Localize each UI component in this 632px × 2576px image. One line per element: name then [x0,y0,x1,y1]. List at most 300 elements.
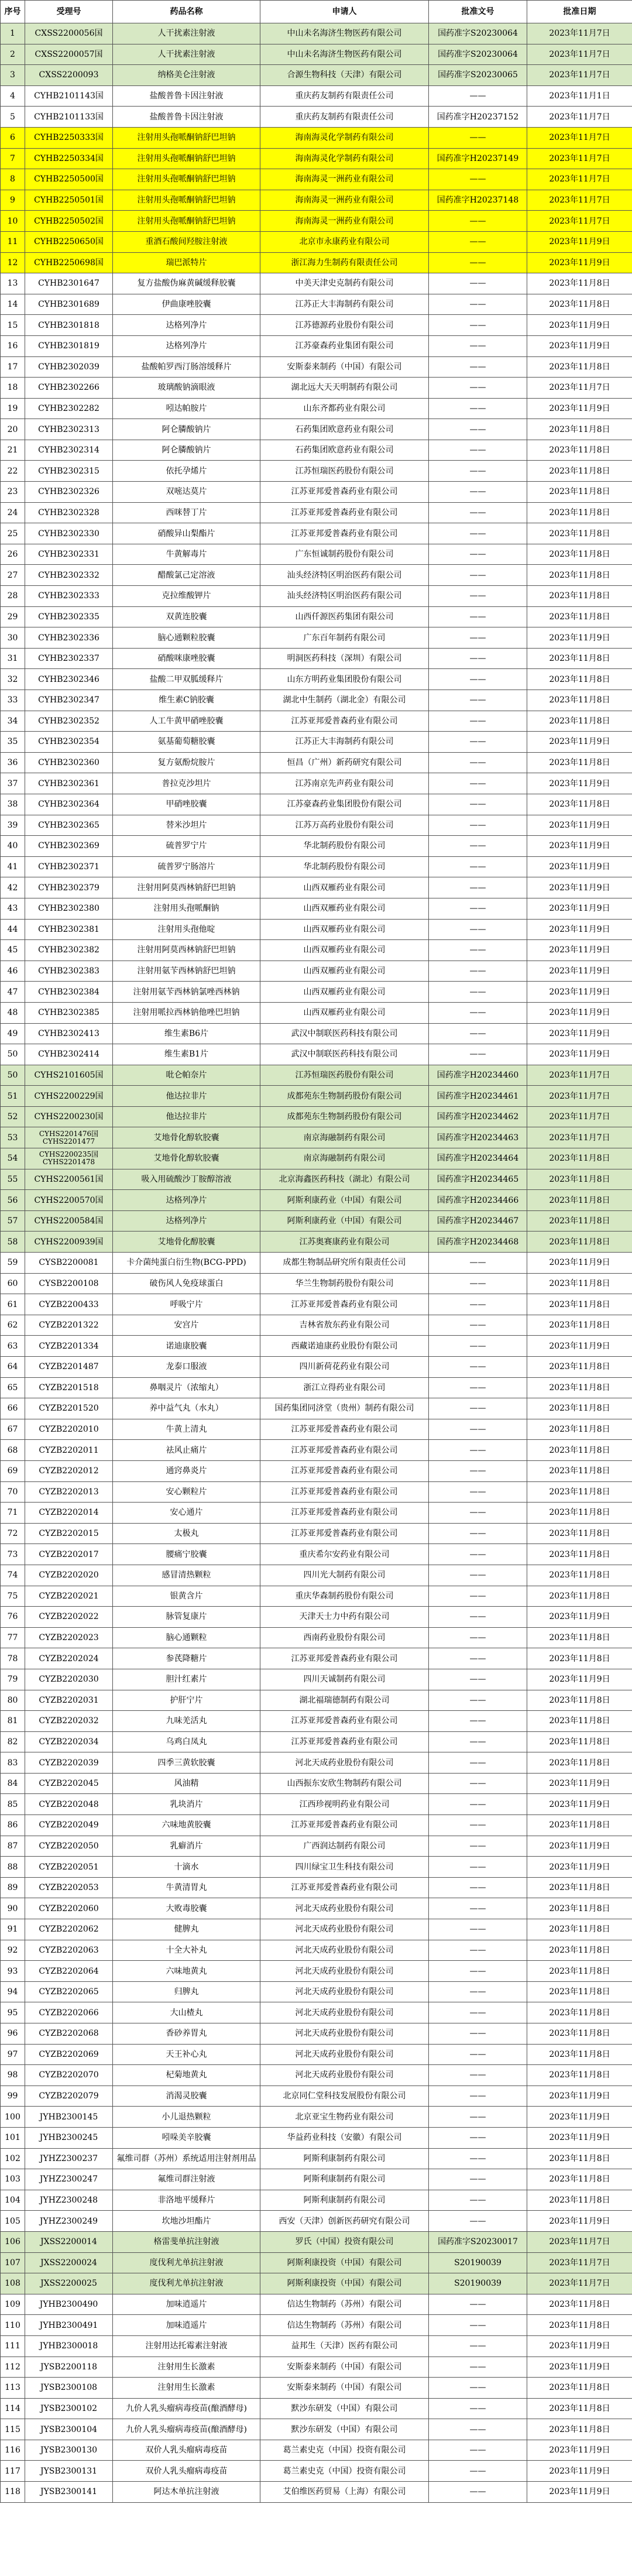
cell-acceptance-no: CYSB2200108 [25,1273,113,1294]
cell-applicant: 中美天津史克制药有限公司 [260,273,429,294]
cell-approval-no: —— [429,940,527,961]
cell-acceptance-no: CYZB2202065 [25,1981,113,2002]
cell-approval-date: 2023年11月9日 [527,898,632,919]
cell-approval-date: 2023年11月8日 [527,1294,632,1315]
cell-index: 28 [1,586,25,607]
cell-approval-no: —— [429,877,527,898]
cell-approval-no: 国药准字S20230064 [429,23,527,44]
cell-approval-no: —— [429,2065,527,2086]
cell-approval-no: —— [429,1523,527,1544]
cell-approval-no: —— [429,1711,527,1732]
cell-applicant: 北京海鑫医药科技（湖北）有限公司 [260,1169,429,1190]
cell-approval-no: —— [429,627,527,649]
table-row [1,836,632,857]
cell-drug-name: 注射用头孢哌酮钠舒巴坦钠 [113,127,260,148]
cell-applicant: 山西双雁药业有限公司 [260,940,429,961]
cell-acceptance-no: CYHB2302326 [25,482,113,503]
cell-applicant: 四川绿宝卫生科技有限公司 [260,1857,429,1878]
cell-approval-date: 2023年11月7日 [527,190,632,211]
table-row [1,1815,632,1836]
cell-acceptance-no: CYZB2201487 [25,1357,113,1378]
cell-drug-name: 十滴水 [113,1857,260,1878]
cell-applicant: 河北天成药业股份有限公司 [260,1940,429,1961]
cell-applicant: 北京市永康药业有限公司 [260,231,429,252]
cell-approval-date: 2023年11月8日 [527,2065,632,2086]
cell-approval-date: 2023年11月8日 [527,2002,632,2023]
cell-applicant: 江苏亚邦爱普森药业有限公司 [260,1815,429,1836]
cell-drug-name: 艾地骨化醇软胶囊 [113,1148,260,1169]
cell-acceptance-no: CYHB2302332 [25,565,113,586]
cell-approval-no: 国药准字H20234464 [429,1148,527,1169]
cell-index: 83 [1,1752,25,1774]
cell-acceptance-no: CYZB2202021 [25,1586,113,1607]
cell-approval-no: —— [429,1961,527,1982]
cell-acceptance-no: JYSB2300131 [25,2461,113,2482]
table-row [1,1794,632,1815]
cell-applicant: 江苏豪森药业集团有限公司 [260,335,429,356]
cell-approval-date: 2023年11月9日 [527,836,632,857]
cell-drug-name: 胆汁红素片 [113,1669,260,1690]
table-row [1,2023,632,2045]
cell-acceptance-no: CYZB2202031 [25,1690,113,1711]
cell-acceptance-no: CYHB2250500国 [25,169,113,190]
cell-acceptance-no: CYZB2202034 [25,1731,113,1752]
cell-acceptance-no: CYHB2302315 [25,461,113,482]
table-row [1,252,632,273]
cell-approval-date: 2023年11月7日 [527,23,632,44]
table-row [1,2357,632,2378]
cell-drug-name: 天王补心丸 [113,2044,260,2065]
cell-index: 117 [1,2461,25,2482]
table-row [1,1773,632,1794]
cell-index: 93 [1,1961,25,1982]
cell-index: 52 [1,1106,25,1127]
cell-acceptance-no: CYHB2250502国 [25,211,113,232]
cell-approval-no: —— [429,711,527,732]
cell-applicant: 合源生物科技（天津）有限公司 [260,65,429,86]
cell-approval-date: 2023年11月9日 [527,2211,632,2232]
cell-acceptance-no: CYZB2201322 [25,1315,113,1336]
cell-drug-name: 大败毒胶囊 [113,1898,260,1919]
cell-drug-name: 氟维司群注射液 [113,2169,260,2190]
cell-drug-name: 乌鸡白凤丸 [113,1731,260,1752]
cell-index: 4 [1,85,25,107]
cell-index: 43 [1,898,25,919]
cell-applicant: 海南海灵化学制药有限公司 [260,127,429,148]
cell-drug-name: 破伤风人免疫球蛋白 [113,1273,260,1294]
cell-approval-no: —— [429,1794,527,1815]
cell-index: 46 [1,961,25,982]
cell-index: 71 [1,1503,25,1524]
cell-drug-name: 牛黄清胃丸 [113,1877,260,1898]
cell-approval-date: 2023年11月8日 [527,2398,632,2419]
cell-drug-name: 消渴灵胶囊 [113,2086,260,2107]
cell-approval-no: —— [429,1607,527,1628]
cell-acceptance-no: JYHZ2300248 [25,2190,113,2211]
cell-approval-no: —— [429,1481,527,1503]
cell-drug-name: 乳块消片 [113,1794,260,1815]
cell-acceptance-no: CYZB2200433 [25,1294,113,1315]
cell-approval-no: —— [429,461,527,482]
cell-index: 118 [1,2482,25,2503]
cell-approval-no: —— [429,2378,527,2399]
table-row [1,1419,632,1440]
cell-drug-name: 注射用头孢哌酮钠舒巴坦钠 [113,169,260,190]
cell-approval-date: 2023年11月7日 [527,378,632,399]
cell-approval-no: —— [429,1023,527,1044]
cell-approval-date: 2023年11月8日 [527,2169,632,2190]
cell-drug-name: 复方盐酸伪麻黄碱缓释胶囊 [113,273,260,294]
cell-applicant: 山西双雁药业有限公司 [260,982,429,1003]
cell-applicant: 安斯泰来制药（中国）有限公司 [260,2378,429,2399]
cell-approval-no: 国药准字S20230065 [429,65,527,86]
cell-index: 16 [1,335,25,356]
cell-index: 38 [1,794,25,815]
cell-drug-name: 人干扰素注射液 [113,23,260,44]
cell-acceptance-no: CYHS2200229国 [25,1086,113,1107]
cell-approval-date: 2023年11月8日 [527,1523,632,1544]
cell-approval-no: 国药准字H20237148 [429,190,527,211]
cell-approval-no: —— [429,1877,527,1898]
cell-drug-name: 瑞巴派特片 [113,252,260,273]
cell-index: 58 [1,1232,25,1253]
cell-drug-name: 盐酸普鲁卡因注射液 [113,85,260,107]
cell-approval-date: 2023年11月8日 [527,294,632,315]
cell-approval-no: —— [429,815,527,836]
cell-approval-date: 2023年11月9日 [527,1773,632,1794]
cell-approval-date: 2023年11月9日 [527,627,632,649]
cell-drug-name: 六味地黄胶囊 [113,1815,260,1836]
cell-applicant: 山西仟源医药集团有限公司 [260,606,429,627]
cell-approval-no: —— [429,1627,527,1648]
table-row [1,1586,632,1607]
cell-applicant: 江苏亚邦爱普森药业有限公司 [260,1731,429,1752]
cell-drug-name: 九味羌活丸 [113,1711,260,1732]
cell-applicant: 广东百年制药有限公司 [260,627,429,649]
cell-approval-date: 2023年11月8日 [527,1877,632,1898]
cell-drug-name: 人干扰素注射液 [113,44,260,65]
cell-approval-date: 2023年11月8日 [527,1377,632,1398]
cell-index: 21 [1,440,25,461]
cell-drug-name: 卡介菌纯蛋白衍生物(BCG-PPD) [113,1253,260,1274]
cell-acceptance-no: CYHB2302346 [25,669,113,690]
cell-approval-date: 2023年11月8日 [527,2190,632,2211]
cell-approval-no: —— [429,606,527,627]
cell-applicant: 山西双雁药业有限公司 [260,877,429,898]
table-row [1,523,632,544]
cell-approval-no: 国药准字H20234461 [429,1086,527,1107]
cell-approval-no: —— [429,2461,527,2482]
cell-index: 27 [1,565,25,586]
cell-drug-name: 四季三黄软胶囊 [113,1752,260,1774]
cell-index: 85 [1,1794,25,1815]
cell-acceptance-no: JYSB2300141 [25,2482,113,2503]
cell-acceptance-no: CYHB2250333国 [25,127,113,148]
table-row [1,2482,632,2503]
cell-drug-name: 脉管复康片 [113,1607,260,1628]
table-row [1,690,632,711]
cell-applicant: 艾伯维医药贸易（上海）有限公司 [260,2482,429,2503]
cell-applicant: 益邦生（天津）医药有限公司 [260,2335,429,2357]
cell-acceptance-no: CYZB2202030 [25,1669,113,1690]
table-row [1,1044,632,1065]
cell-acceptance-no: CYHB2302413 [25,1023,113,1044]
cell-applicant: 江苏恒瑞医药股份有限公司 [260,461,429,482]
cell-drug-name: 参芪降糖片 [113,1648,260,1669]
cell-acceptance-no: CYZB2202064 [25,1961,113,1982]
cell-acceptance-no: JXSS2200024 [25,2252,113,2273]
cell-approval-no: —— [429,586,527,607]
cell-applicant: 江苏亚邦爱普森药业有限公司 [260,1523,429,1544]
cell-index: 29 [1,606,25,627]
cell-index: 72 [1,1523,25,1544]
cell-index: 6 [1,127,25,148]
cell-drug-name: 达格列净片 [113,1210,260,1232]
cell-drug-name: 牛黄上清丸 [113,1419,260,1440]
table-row [1,586,632,607]
cell-acceptance-no: JYHB2300018 [25,2335,113,2357]
cell-index: 8 [1,169,25,190]
cell-drug-name: 注射用头孢哌酮钠 [113,898,260,919]
table-row [1,398,632,419]
table-row [1,877,632,898]
cell-index: 20 [1,419,25,440]
cell-applicant: 恒昌（广州）新药研究有限公司 [260,752,429,773]
table-row [1,1377,632,1398]
cell-applicant: 葛兰素史克（中国）投资有限公司 [260,2461,429,2482]
cell-acceptance-no: CYHB2301647 [25,273,113,294]
cell-acceptance-no: CYZB2202060 [25,1898,113,1919]
cell-drug-name: 加味逍遥片 [113,2315,260,2336]
cell-acceptance-no: CYHB2302414 [25,1044,113,1065]
cell-index: 74 [1,1565,25,1586]
cell-approval-date: 2023年11月7日 [527,148,632,169]
cell-acceptance-no: JYHZ2300237 [25,2148,113,2169]
cell-approval-no: —— [429,648,527,669]
cell-index: 54 [1,1148,25,1169]
cell-approval-date: 2023年11月8日 [527,502,632,523]
cell-drug-name: 他达拉非片 [113,1086,260,1107]
cell-drug-name: 艾地骨化醇胶囊 [113,1232,260,1253]
cell-index: 17 [1,356,25,378]
cell-approval-date: 2023年11月7日 [527,211,632,232]
cell-index: 35 [1,732,25,753]
cell-applicant: 江苏亚邦爱普森药业有限公司 [260,1440,429,1461]
cell-drug-name: 安心通片 [113,1503,260,1524]
table-row [1,1523,632,1544]
cell-approval-date: 2023年11月8日 [527,419,632,440]
cell-applicant: 阿斯利康投资（中国）有限公司 [260,2273,429,2294]
cell-drug-name: 甲硝唑胶囊 [113,794,260,815]
cell-approval-no: —— [429,898,527,919]
table-row [1,773,632,794]
table-row [1,2127,632,2148]
cell-acceptance-no: CYHB2302364 [25,794,113,815]
cell-index: 49 [1,1023,25,1044]
cell-acceptance-no: CYHB2302313 [25,419,113,440]
cell-applicant: 阿斯利康投资（中国）有限公司 [260,2252,429,2273]
cell-approval-no: 国药准字H20234466 [429,1190,527,1211]
cell-acceptance-no: CYHB2302266 [25,378,113,399]
cell-acceptance-no: CYHS2200561国 [25,1169,113,1190]
cell-applicant: 成都苑东生物制药股份有限公司 [260,1106,429,1127]
cell-index: 100 [1,2107,25,2128]
cell-applicant: 成都苑东生物制药股份有限公司 [260,1086,429,1107]
table-row [1,23,632,44]
cell-approval-date: 2023年11月7日 [527,2252,632,2273]
cell-acceptance-no: JYSB2300104 [25,2419,113,2440]
cell-acceptance-no: CYZB2202079 [25,2086,113,2107]
table-row [1,1169,632,1190]
cell-drug-name: 维生素B6片 [113,1023,260,1044]
cell-drug-name: 吲达帕胺片 [113,398,260,419]
cell-approval-no: —— [429,169,527,190]
cell-approval-date: 2023年11月9日 [527,2440,632,2461]
cell-applicant: 山东方明药业集团股份有限公司 [260,669,429,690]
cell-index: 12 [1,252,25,273]
cell-applicant: 信达生物制药（苏州）有限公司 [260,2315,429,2336]
cell-acceptance-no: CYSB2200081 [25,1253,113,1274]
cell-applicant: 成都生物制品研究所有限责任公司 [260,1253,429,1274]
cell-approval-date: 2023年11月9日 [527,335,632,356]
cell-approval-date: 2023年11月8日 [527,1690,632,1711]
cell-index: 92 [1,1940,25,1961]
cell-approval-date: 2023年11月8日 [527,752,632,773]
cell-index: 68 [1,1440,25,1461]
cell-drug-name: 阿达木单抗注射液 [113,2482,260,2503]
cell-applicant: 江西珍视明药业有限公司 [260,1794,429,1815]
cell-approval-no: —— [429,2294,527,2315]
cell-approval-no: —— [429,2419,527,2440]
cell-applicant: 河北天成药业股份有限公司 [260,2044,429,2065]
cell-approval-no: —— [429,1690,527,1711]
table-row [1,940,632,961]
cell-applicant: 北京亚宝生物药业有限公司 [260,2107,429,2128]
cell-approval-date: 2023年11月9日 [527,940,632,961]
table-body [1,23,632,2503]
cell-drug-name: 注射用头孢哌酮钠舒巴坦钠 [113,148,260,169]
cell-acceptance-no: CYZB2202068 [25,2023,113,2045]
cell-approval-date: 2023年11月8日 [527,1898,632,1919]
table-row [1,898,632,919]
cell-index: 115 [1,2419,25,2440]
table-row [1,1273,632,1294]
cell-acceptance-no: CYHB2301689 [25,294,113,315]
cell-index: 96 [1,2023,25,2045]
cell-drug-name: 达格列净片 [113,1190,260,1211]
cell-index: 63 [1,1336,25,1357]
cell-approval-no: —— [429,1857,527,1878]
cell-drug-name: 硫普罗宁片 [113,836,260,857]
cell-approval-date: 2023年11月9日 [527,1044,632,1065]
cell-applicant: 阿斯利康制药有限公司 [260,2148,429,2169]
cell-index: 114 [1,2398,25,2419]
cell-approval-no: —— [429,2169,527,2190]
cell-approval-no: —— [429,1565,527,1586]
cell-applicant: 海南海灵化学制药有限公司 [260,148,429,169]
cell-applicant: 广东恒诚制药股份有限公司 [260,544,429,565]
cell-approval-date: 2023年11月8日 [527,606,632,627]
cell-approval-no: —— [429,794,527,815]
cell-approval-no: —— [429,1815,527,1836]
cell-applicant: 默沙东研发（中国）有限公司 [260,2419,429,2440]
cell-index: 3 [1,65,25,86]
cell-approval-no: —— [429,1002,527,1023]
cell-approval-no: —— [429,1253,527,1274]
table-row [1,2419,632,2440]
table-row [1,648,632,669]
cell-approval-date: 2023年11月9日 [527,1794,632,1815]
cell-acceptance-no: CYZB2202014 [25,1503,113,1524]
cell-applicant: 明洞医药科技（深圳）有限公司 [260,648,429,669]
cell-drug-name: 达格列净片 [113,335,260,356]
cell-applicant: 江苏亚邦爱普森药业有限公司 [260,1481,429,1503]
cell-approval-no: 国药准字H20234467 [429,1210,527,1232]
cell-drug-name: 归脾丸 [113,1981,260,2002]
table-row [1,2044,632,2065]
cell-approval-no: —— [429,773,527,794]
cell-applicant: 广西润达制药有限公司 [260,1836,429,1857]
cell-approval-no: —— [429,2148,527,2169]
cell-approval-no: —— [429,294,527,315]
table-row [1,1460,632,1481]
cell-index: 69 [1,1460,25,1481]
cell-acceptance-no: CYZB2202013 [25,1481,113,1503]
cell-index: 60 [1,1273,25,1294]
cell-approval-no: 国药准字H20234465 [429,1169,527,1190]
table-row [1,1315,632,1336]
cell-approval-date: 2023年11月9日 [527,1002,632,1023]
cell-approval-date: 2023年11月9日 [527,982,632,1003]
cell-approval-date: 2023年11月8日 [527,1210,632,1232]
cell-acceptance-no: CYHB2302330 [25,523,113,544]
cell-approval-date: 2023年11月8日 [527,440,632,461]
cell-acceptance-no: CYHB2302282 [25,398,113,419]
cell-approval-no: —— [429,752,527,773]
cell-approval-date: 2023年11月8日 [527,523,632,544]
cell-index: 59 [1,1253,25,1274]
cell-acceptance-no: JYSB2300102 [25,2398,113,2419]
cell-index: 105 [1,2211,25,2232]
table-row [1,2002,632,2023]
cell-applicant: 江苏亚邦爱普森药业有限公司 [260,523,429,544]
cell-applicant: 重庆药友制药有限责任公司 [260,107,429,128]
cell-applicant: 重庆药友制药有限责任公司 [260,85,429,107]
cell-drug-name: 吸入用硫酸沙丁胺醇溶液 [113,1169,260,1190]
cell-approval-no: —— [429,335,527,356]
cell-approval-no: —— [429,273,527,294]
cell-approval-date: 2023年11月9日 [527,815,632,836]
table-row [1,1961,632,1982]
cell-approval-date: 2023年11月8日 [527,1503,632,1524]
cell-drug-name: 小儿退热颗粒 [113,2107,260,2128]
cell-approval-no: —— [429,919,527,940]
cell-drug-name: 达格列净片 [113,315,260,336]
cell-drug-name: 氨基葡萄糖胶囊 [113,732,260,753]
cell-approval-date: 2023年11月9日 [527,1253,632,1274]
cell-index: 73 [1,1544,25,1565]
cell-applicant: 信达生物制药（苏州）有限公司 [260,2294,429,2315]
cell-index: 11 [1,231,25,252]
cell-drug-name: 腰痛宁胶囊 [113,1544,260,1565]
cell-acceptance-no: CYHB2302383 [25,961,113,982]
cell-drug-name: 盐酸帕罗西汀肠溶缓释片 [113,356,260,378]
table-row [1,2169,632,2190]
cell-drug-name: 祛风止痛片 [113,1440,260,1461]
cell-applicant: 四川光大制药有限公司 [260,1565,429,1586]
cell-applicant: 江苏正大丰海制药有限公司 [260,732,429,753]
table-row [1,1565,632,1586]
